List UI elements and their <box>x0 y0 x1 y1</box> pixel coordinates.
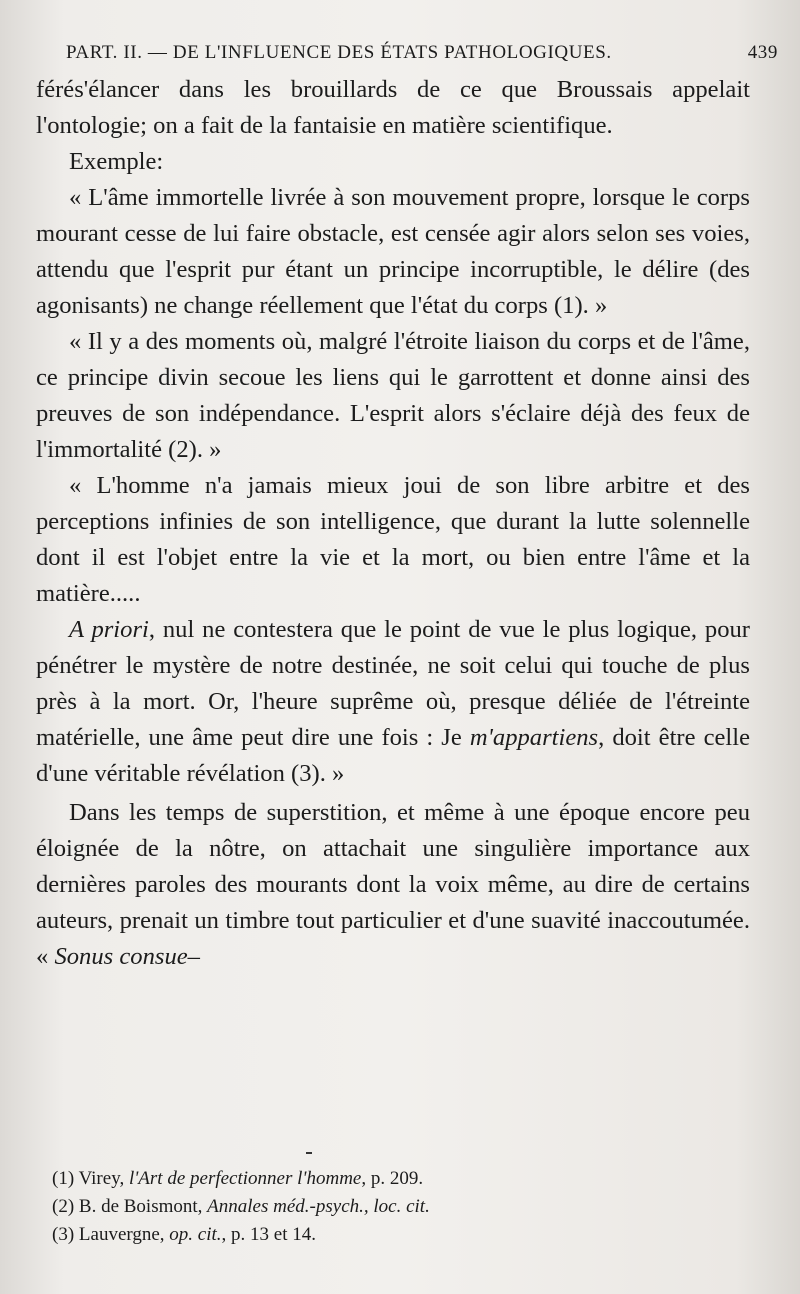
paragraph-a-priori: A priori, nul ne contestera que le point de vue le plus logique, pour pénétrer le mystère de notre destinée, ne soit celui qui touche de plus près à la mort. Or, l'heure suprême où, presque déliée de l'étreinte matérielle, une âme peut dire une fois : Je m'appartiens, doit être celle d'une véritable révélation (3). » <box>36 616 750 787</box>
footnote-2: (2) B. de Boismont, Annales méd.-psych., loc. cit. <box>52 1196 430 1217</box>
page-number: 439 <box>747 42 778 63</box>
footnote-separator <box>306 1152 312 1154</box>
running-header <box>66 38 778 68</box>
paragraph-quote-3: « L'homme n'a jamais mieux joui de son libre arbitre et des perceptions infinies de son intelligence, que durant la lutte solennelle dont il est l'objet entre la vie et la mort, ou bien entre l'âme et la matière..... <box>36 472 750 607</box>
footnotes <box>52 1165 752 1249</box>
paragraph-quote-2: « Il y a des moments où, malgré l'étroite liaison du corps et de l'âme, ce principe divin secoue les liens qui le garrottent et donne ainsi des preuves de son indépendance. L'esprit alors s'éclaire déjà des feux de l'immortalité (2). » <box>36 328 750 463</box>
italic-a-priori: A priori <box>69 616 149 643</box>
paragraph-example-heading: Exemple: <box>69 148 164 175</box>
italic-m-appartiens: m'appartiens <box>469 724 599 751</box>
running-title: PART. II. — DE L'INFLUENCE DES ÉTATS PATHOLOGIQUES. <box>66 42 612 63</box>
italic-sonus: Sonus consue– <box>54 943 200 970</box>
paragraph-continuation: férés'élancer dans les brouillards de ce que Broussais appelait l'ontologie; on a fait de la fantaisie en matière scientifique. <box>36 76 750 139</box>
footnote-1: (1) Virey, l'Art de perfectionner l'homme, p. 209. <box>52 1168 424 1189</box>
paragraph-quote-1: « L'âme immortelle livrée à son mouvement propre, lorsque le corps mourant cesse de lui faire obstacle, est censée agir alors selon ses voies, attendu que l'esprit pur étant un principe incorruptible, le délire (des agonisants) ne change réellement que l'état du corps (1). » <box>36 184 750 319</box>
body-text <box>36 72 750 975</box>
paragraph-superstition: Dans les temps de superstition, et même à une époque encore peu éloignée de la nôtre, on attachait une singulière importance aux dernières paroles des mourants dont la voix même, au dire de certains auteurs, prenait un timbre tout particulier et d'une suavité inaccoutumée. « Sonus consue– <box>36 799 750 970</box>
footnote-3: (3) Lauvergne, op. cit., p. 13 et 14. <box>52 1224 317 1245</box>
